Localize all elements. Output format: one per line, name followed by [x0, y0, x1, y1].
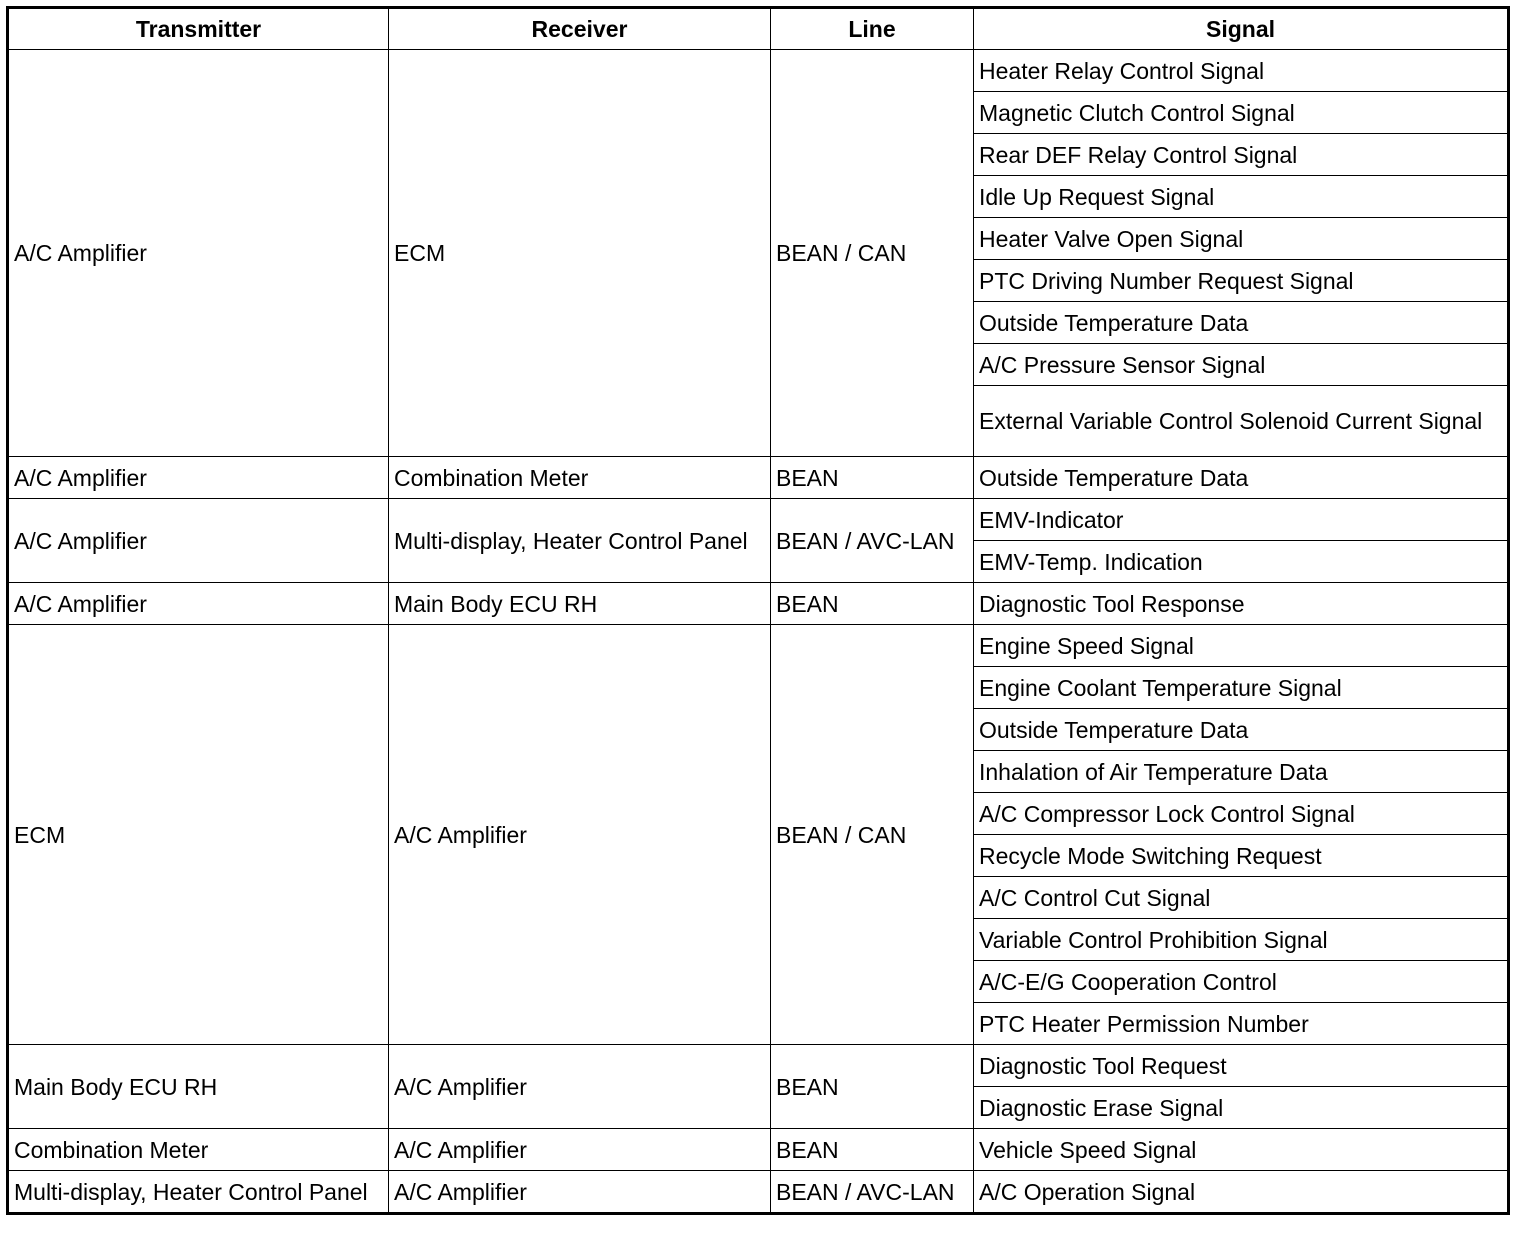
signal-cell: Inhalation of Air Temperature Data: [974, 751, 1509, 793]
receiver-cell: ECM: [389, 50, 771, 457]
signal-cell: Heater Relay Control Signal: [974, 50, 1509, 92]
table-body: [8, 50, 1509, 1214]
receiver-cell: A/C Amplifier: [389, 625, 771, 1045]
receiver-cell: A/C Amplifier: [389, 1045, 771, 1129]
signal-cell: Diagnostic Tool Request: [974, 1045, 1509, 1087]
table-row: [8, 499, 1509, 541]
header-transmitter: Transmitter: [8, 8, 389, 50]
line-cell: BEAN: [771, 457, 974, 499]
signal-cell: PTC Driving Number Request Signal: [974, 260, 1509, 302]
line-cell: BEAN / CAN: [771, 625, 974, 1045]
transmitter-cell: A/C Amplifier: [8, 457, 389, 499]
table-row: [8, 1129, 1509, 1171]
signal-cell: EMV-Temp. Indication: [974, 541, 1509, 583]
line-cell: BEAN / AVC-LAN: [771, 499, 974, 583]
signal-cell: Diagnostic Erase Signal: [974, 1087, 1509, 1129]
signal-cell: Recycle Mode Switching Request: [974, 835, 1509, 877]
communication-table: [6, 6, 1510, 1215]
signal-cell: Rear DEF Relay Control Signal: [974, 134, 1509, 176]
signal-cell: Variable Control Prohibition Signal: [974, 919, 1509, 961]
transmitter-cell: Multi-display, Heater Control Panel: [8, 1171, 389, 1214]
signal-cell: Diagnostic Tool Response: [974, 583, 1509, 625]
signal-cell: Outside Temperature Data: [974, 457, 1509, 499]
table-row: [8, 50, 1509, 92]
header-receiver: Receiver: [389, 8, 771, 50]
signal-cell: Magnetic Clutch Control Signal: [974, 92, 1509, 134]
header-row: [8, 8, 1509, 50]
line-cell: BEAN / CAN: [771, 50, 974, 457]
receiver-cell: Combination Meter: [389, 457, 771, 499]
signal-cell: Engine Speed Signal: [974, 625, 1509, 667]
line-cell: BEAN: [771, 1045, 974, 1129]
signal-cell: A/C-E/G Cooperation Control: [974, 961, 1509, 1003]
line-cell: BEAN: [771, 1129, 974, 1171]
table-row: [8, 1171, 1509, 1214]
transmitter-cell: ECM: [8, 625, 389, 1045]
line-cell: BEAN / AVC-LAN: [771, 1171, 974, 1214]
signal-cell: A/C Compressor Lock Control Signal: [974, 793, 1509, 835]
signal-cell: Idle Up Request Signal: [974, 176, 1509, 218]
transmitter-cell: Combination Meter: [8, 1129, 389, 1171]
transmitter-cell: A/C Amplifier: [8, 499, 389, 583]
table-row: [8, 1045, 1509, 1087]
table-row: [8, 625, 1509, 667]
receiver-cell: Main Body ECU RH: [389, 583, 771, 625]
signal-cell: Outside Temperature Data: [974, 709, 1509, 751]
receiver-cell: Multi-display, Heater Control Panel: [389, 499, 771, 583]
table-row: [8, 457, 1509, 499]
transmitter-cell: A/C Amplifier: [8, 583, 389, 625]
line-cell: BEAN: [771, 583, 974, 625]
signal-cell: Heater Valve Open Signal: [974, 218, 1509, 260]
receiver-cell: A/C Amplifier: [389, 1171, 771, 1214]
receiver-cell: A/C Amplifier: [389, 1129, 771, 1171]
signal-cell: A/C Control Cut Signal: [974, 877, 1509, 919]
signal-cell: PTC Heater Permission Number: [974, 1003, 1509, 1045]
signal-cell: EMV-Indicator: [974, 499, 1509, 541]
signal-cell: External Variable Control Solenoid Current Signal: [974, 386, 1509, 457]
header-signal: Signal: [974, 8, 1509, 50]
header-line: Line: [771, 8, 974, 50]
signal-cell: Outside Temperature Data: [974, 302, 1509, 344]
signal-cell: Engine Coolant Temperature Signal: [974, 667, 1509, 709]
transmitter-cell: A/C Amplifier: [8, 50, 389, 457]
table-row: [8, 583, 1509, 625]
transmitter-cell: Main Body ECU RH: [8, 1045, 389, 1129]
signal-cell: A/C Operation Signal: [974, 1171, 1509, 1214]
signal-cell: A/C Pressure Sensor Signal: [974, 344, 1509, 386]
signal-cell: Vehicle Speed Signal: [974, 1129, 1509, 1171]
